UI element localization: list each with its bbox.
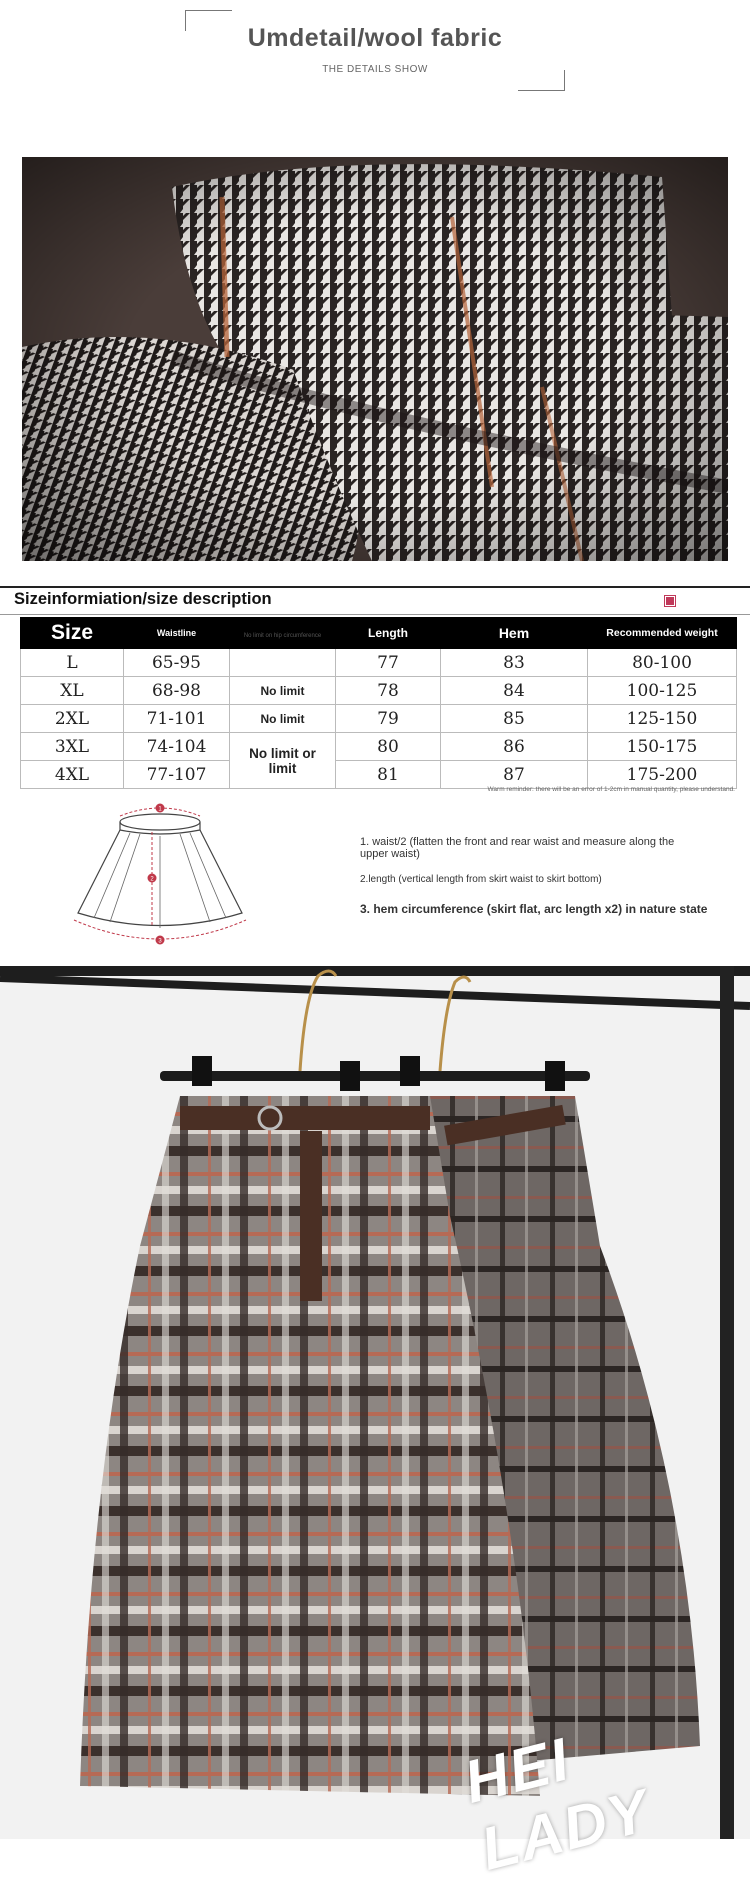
note-waist: 1. waist/2 (flatten the front and rear waist and measure along the upper waist) [360, 836, 675, 860]
waist-cell: 65-95 [124, 649, 230, 677]
table-row [21, 761, 737, 789]
size-table [20, 617, 737, 789]
waist-cell: 68-98 [124, 677, 230, 705]
length-cell: 81 [336, 761, 441, 789]
size-cell: L [21, 649, 124, 677]
size-info-title: Sizeinformiation/size description [14, 590, 272, 608]
weight-cell: 125-150 [588, 705, 737, 733]
warm-reminder: Warm reminder: there will be an error of 1-2cm in manual quantity, please understand. [487, 786, 735, 793]
hem-cell: 86 [441, 733, 588, 761]
col-hem: Hem [441, 618, 588, 649]
note-hem: 3. hem circumference (skirt flat, arc length x2) in nature state [360, 902, 708, 916]
marker-1-label: 1 [158, 806, 162, 813]
weight-cell: 80-100 [588, 649, 737, 677]
marker-2-label: 2 [150, 876, 154, 883]
col-length: Length [336, 618, 441, 649]
hem-cell: 87 [441, 761, 588, 789]
col-waistline: Waistline [124, 618, 230, 649]
size-info-header [0, 586, 750, 615]
section-subtitle: THE DETAILS SHOW [322, 64, 428, 75]
size-table-header [21, 618, 737, 649]
length-cell: 80 [336, 733, 441, 761]
corner-bracket-bottom-right [518, 70, 565, 91]
limit-cell: No limit [230, 705, 336, 733]
pink-square-icon [665, 596, 675, 606]
hem-cell: 84 [441, 677, 588, 705]
size-cell: XL [21, 677, 124, 705]
section-title: Umdetail/wool fabric [247, 24, 503, 52]
table-row [21, 677, 737, 705]
limit-cell: No limit or limit [230, 733, 336, 789]
brand-watermark: HEI LADY [457, 1725, 657, 1883]
length-cell: 79 [336, 705, 441, 733]
col-hip [230, 618, 336, 649]
length-cell: 77 [336, 649, 441, 677]
table-row [21, 733, 737, 761]
waist-cell: 74-104 [124, 733, 230, 761]
limit-cell: No limit [230, 677, 336, 705]
length-cell: 78 [336, 677, 441, 705]
fabric-closeup-photo [22, 157, 728, 561]
weight-cell: 100-125 [588, 677, 737, 705]
marker-3-label: 3 [158, 938, 162, 945]
hem-cell: 85 [441, 705, 588, 733]
note-length: 2.length (vertical length from skirt waist to skirt bottom) [360, 874, 602, 885]
fabric-texture-image [22, 157, 728, 561]
hem-cell: 83 [441, 649, 588, 677]
size-cell: 3XL [21, 733, 124, 761]
section-header [0, 0, 750, 120]
skirt-measure-diagram [70, 798, 250, 958]
limit-cell [230, 649, 336, 677]
table-row [21, 705, 737, 733]
col-weight: Recommended weight [588, 618, 737, 649]
waist-cell: 77-107 [124, 761, 230, 789]
waist-cell: 71-101 [124, 705, 230, 733]
col-size: Size [21, 618, 124, 649]
weight-cell: 175-200 [588, 761, 737, 789]
size-cell: 2XL [21, 705, 124, 733]
size-cell: 4XL [21, 761, 124, 789]
skirt-outline-icon [70, 798, 250, 958]
weight-cell: 150-175 [588, 733, 737, 761]
table-row [21, 649, 737, 677]
faint-hip-note: No limit on hip circumference [243, 633, 322, 639]
